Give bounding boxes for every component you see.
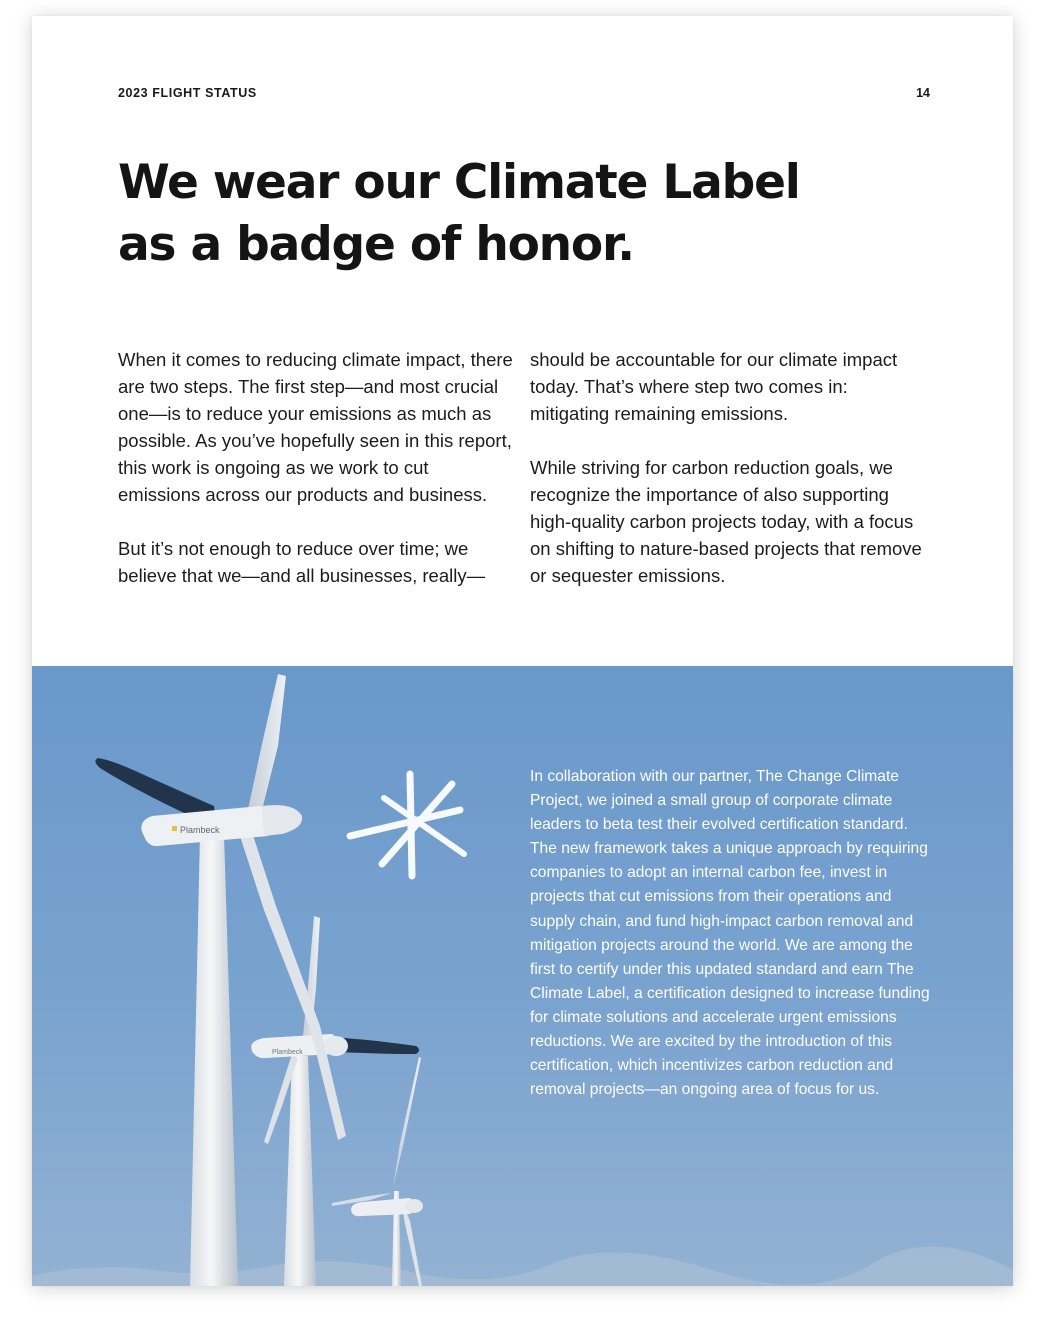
page-header [118,86,930,102]
page-title-line-2: as a badge of honor. [118,217,634,272]
page-title [118,152,838,276]
climate-label-description: In collaboration with our partner, The Change Climate Project, we joined a small group of corporate climate leaders to beta test their evolved certification standard. The new framework takes a unique approach by requiring companies to adopt an internal carbon fee, invest in projects that cut emissions from their operations and supply chain, and fund high-impact carbon removal and mitigation projects around the world. We are among the first to certify under this updated standard and earn The Climate Label, a certification designed to increase funding for climate solutions and accelerate urgent emissions reductions. We are excited by the introduction of this certification, which incentivizes carbon reduction and removal projects—an ongoing area of focus for us. [530,768,930,1099]
page-title-line-1: We wear our Climate Label [118,155,800,210]
report-kicker: 2023 FLIGHT STATUS [118,86,257,100]
hero-section [32,666,1013,1286]
intro-paragraph: should be accountable for our climate impact today. That’s where step two comes in: mitigating remaining emissions. [530,349,898,424]
intro-column-left [118,346,514,616]
intro-paragraph: But it’s not enough to reduce over time; we believe that we—and all businesses, really— [118,538,486,586]
turbine-brand-label-small: Plambeck [272,1049,303,1056]
intro-paragraph: While striving for carbon reduction goals, we recognize the importance of also supporting high-quality carbon projects today, with a focus on shifting to nature-based projects that remove or sequester emissions. [530,457,922,586]
turbine-brand-label: Plambeck [180,825,220,835]
turbine-logo-mark [172,826,177,831]
report-page [32,16,1013,1286]
page-number: 14 [916,86,930,100]
intro-column-right [530,346,930,616]
intro-paragraph: When it comes to reducing climate impact, there are two steps. The first step—and most crucial one—is to reduce your emissions as much as possible. As you’ve hopefully seen in this report, this work is ongoing as we work to cut emissions across our products and business. [118,349,513,505]
